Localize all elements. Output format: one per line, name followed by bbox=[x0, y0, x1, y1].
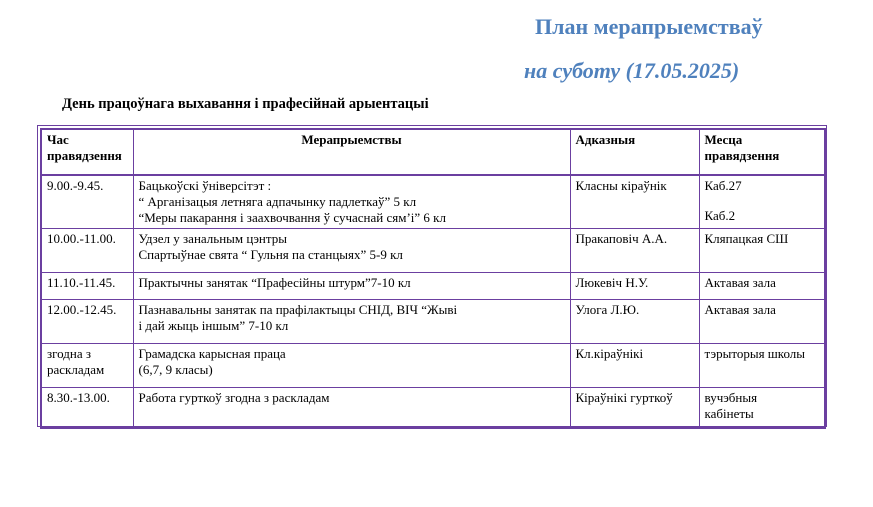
responsible-text: Пракаповіч А.А. bbox=[575, 231, 668, 246]
row-place bbox=[699, 273, 825, 300]
responsible-text: Люкевіч Н.У. bbox=[575, 275, 649, 290]
event-text: Удзел у занальным цэнтры bbox=[138, 231, 287, 246]
event-text: Грамадска карысная праца bbox=[138, 346, 286, 361]
responsible-text: Улога Л.Ю. bbox=[575, 302, 640, 317]
responsible-text: Кіраўнікі гурткоў bbox=[575, 390, 673, 405]
time-text: 11.10.-11.45. bbox=[47, 275, 116, 290]
header-place bbox=[699, 129, 825, 175]
row-responsible bbox=[570, 388, 699, 428]
event-text: Работа гурткоў згодна з раскладам bbox=[138, 390, 330, 405]
row-responsible bbox=[570, 344, 699, 388]
place-text: Каб.2 bbox=[704, 208, 736, 223]
event-text: Спартыўнае свята “ Гульня па станцыях” 5-9 кл bbox=[138, 247, 403, 262]
row-responsible bbox=[570, 229, 699, 273]
time-text: згодна з bbox=[47, 346, 91, 361]
row-event bbox=[133, 229, 570, 273]
table-row bbox=[41, 273, 825, 300]
event-text: Практычны занятак “Прафесійны штурм”7-10 кл bbox=[138, 275, 411, 290]
row-time bbox=[41, 300, 133, 344]
time-text: 8.30.-13.00. bbox=[47, 390, 110, 405]
time-text: 9.00.-9.45. bbox=[47, 178, 104, 193]
place-text: Актавая зала bbox=[704, 302, 776, 317]
place-text: кабінеты bbox=[704, 406, 754, 421]
row-responsible bbox=[570, 175, 699, 229]
schedule-table bbox=[40, 128, 826, 429]
place-text: Кляпацкая СШ bbox=[704, 231, 789, 246]
table-header-row bbox=[41, 129, 825, 175]
row-event bbox=[133, 388, 570, 428]
table-row bbox=[41, 300, 825, 344]
row-time bbox=[41, 344, 133, 388]
place-text: Каб.27 bbox=[704, 178, 742, 193]
responsible-text: Кл.кіраўнікі bbox=[575, 346, 644, 361]
time-text: 12.00.-12.45. bbox=[47, 302, 117, 317]
row-place bbox=[699, 229, 825, 273]
row-place bbox=[699, 300, 825, 344]
time-text: раскладам bbox=[47, 362, 105, 377]
event-text: Пазнавальны занятак па прафілактыцы СНІД, ВІЧ “Жыві bbox=[138, 302, 458, 317]
row-time bbox=[41, 273, 133, 300]
header-place-line2: правядзення bbox=[704, 148, 780, 163]
place-text: вучэбныя bbox=[704, 390, 758, 405]
table-row bbox=[41, 388, 825, 428]
plan-date: на суботу (17.05.2025) bbox=[524, 58, 740, 83]
place-text: Актавая зала bbox=[704, 275, 776, 290]
row-event bbox=[133, 300, 570, 344]
row-time bbox=[41, 229, 133, 273]
row-place bbox=[699, 344, 825, 388]
row-event bbox=[133, 273, 570, 300]
row-responsible bbox=[570, 300, 699, 344]
day-theme: День працоўнага выхавання і прафесійнай арыентацыі bbox=[62, 96, 429, 112]
event-text: Бацькоўскі ўніверсітэт : bbox=[138, 178, 272, 193]
table-row bbox=[41, 175, 825, 229]
row-place bbox=[699, 388, 825, 428]
spacer bbox=[705, 194, 820, 208]
row-place bbox=[699, 175, 825, 229]
time-text: 10.00.-11.00. bbox=[47, 231, 116, 246]
row-event bbox=[133, 175, 570, 229]
row-responsible bbox=[570, 273, 699, 300]
header-place-line1: Месца bbox=[704, 132, 743, 147]
header-time bbox=[41, 129, 133, 175]
header-time-line1: Час bbox=[47, 132, 69, 147]
place-text: тэрыторыя школы bbox=[704, 346, 806, 361]
event-text: (6,7, 9 класы) bbox=[138, 362, 213, 377]
table-row bbox=[41, 229, 825, 273]
row-event bbox=[133, 344, 570, 388]
responsible-text: Класны кіраўнік bbox=[575, 178, 667, 193]
row-time bbox=[41, 175, 133, 229]
event-text: “ Арганізацыя летняга адпачынку падлеткаў” 5 кл bbox=[138, 194, 417, 209]
header-event: Мерапрыемствы bbox=[133, 129, 570, 175]
table-row bbox=[41, 344, 825, 388]
plan-title: План мерапрыемстваў bbox=[535, 14, 763, 39]
row-time bbox=[41, 388, 133, 428]
header-time-line2: правядзення bbox=[47, 148, 122, 163]
event-text: і дай жыць іншым” 7-10 кл bbox=[138, 318, 289, 333]
event-text: “Меры пакарання і заахвочвання ў сучаснай сям’і” 6 кл bbox=[138, 210, 446, 225]
header-responsible: Адказныя bbox=[570, 129, 699, 175]
